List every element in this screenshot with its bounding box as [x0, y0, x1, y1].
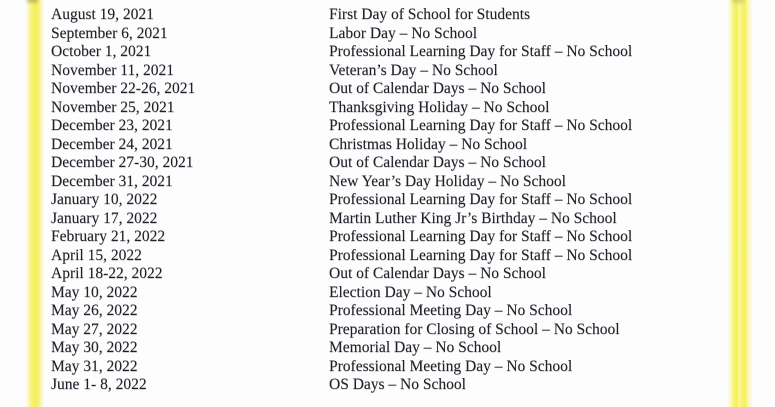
event-cell: Professional Meeting Day – No School — [329, 357, 573, 375]
event-cell: First Day of School for Students — [329, 6, 531, 23]
event-cell: Labor Day – No School — [329, 24, 478, 42]
date-cell: December 27-30, 2021 — [51, 154, 194, 171]
date-cell: December 24, 2021 — [51, 135, 173, 153]
event-cell: Out of Calendar Days – No School — [329, 265, 546, 282]
date-cell: November 25, 2021 — [51, 98, 175, 116]
calendar-row — [51, 191, 775, 210]
event-cell: New Year’s Day Holiday – No School — [329, 172, 566, 190]
calendar-row — [51, 302, 775, 321]
date-cell: December 23, 2021 — [51, 117, 173, 134]
event-cell: Out of Calendar Days – No School — [329, 154, 546, 171]
event-cell: Professional Learning Day for Staff – No School — [329, 43, 633, 60]
calendar-row — [51, 25, 775, 44]
date-cell: November 22-26, 2021 — [51, 80, 196, 97]
event-cell: OS Days – No School — [329, 376, 466, 393]
date-cell: October 1, 2021 — [51, 43, 152, 60]
event-cell: Professional Learning Day for Staff – No School — [329, 228, 633, 245]
calendar-row — [51, 376, 775, 395]
left-margin-highlight — [25, 0, 45, 407]
date-cell: May 26, 2022 — [51, 302, 138, 319]
event-cell: Veteran’s Day – No School — [329, 61, 498, 79]
calendar-row — [51, 358, 775, 377]
calendar-row — [51, 117, 775, 136]
date-cell: January 10, 2022 — [51, 191, 158, 208]
calendar-row — [51, 173, 775, 192]
event-cell: Election Day – No School — [329, 283, 492, 301]
date-cell: August 19, 2021 — [51, 6, 154, 23]
date-cell: April 15, 2022 — [51, 246, 142, 264]
calendar-row — [51, 136, 775, 155]
date-cell: May 31, 2022 — [51, 357, 138, 375]
date-cell: May 27, 2022 — [51, 320, 138, 338]
date-cell: January 17, 2022 — [51, 209, 158, 227]
event-cell: Christmas Holiday – No School — [329, 135, 528, 153]
calendar-row — [51, 210, 775, 229]
event-cell: Professional Learning Day for Staff – No School — [329, 246, 633, 264]
calendar-row — [51, 284, 775, 303]
calendar-row — [51, 80, 775, 99]
calendar-row — [51, 228, 775, 247]
calendar-row — [51, 321, 775, 340]
date-cell: December 31, 2021 — [51, 172, 173, 190]
event-cell: Professional Meeting Day – No School — [329, 302, 573, 319]
calendar-row — [51, 99, 775, 118]
calendar-row — [51, 339, 775, 358]
date-cell: November 11, 2021 — [51, 61, 174, 79]
calendar-row — [51, 43, 775, 62]
date-cell: June 1- 8, 2022 — [51, 376, 147, 393]
date-cell: May 10, 2022 — [51, 283, 138, 301]
date-cell: April 18-22, 2022 — [51, 265, 163, 282]
date-cell: September 6, 2021 — [51, 24, 168, 42]
scan-artifact-right — [732, 0, 744, 3]
event-cell: Martin Luther King Jr’s Birthday – No School — [329, 209, 617, 227]
event-cell: Memorial Day – No School — [329, 339, 502, 356]
calendar-row — [51, 6, 775, 25]
date-cell: May 30, 2022 — [51, 339, 138, 356]
date-cell: February 21, 2022 — [51, 228, 166, 245]
event-cell: Professional Learning Day for Staff – No School — [329, 117, 633, 134]
event-cell: Out of Calendar Days – No School — [329, 80, 546, 97]
calendar-schedule — [51, 6, 775, 395]
scan-artifact-left — [27, 0, 38, 3]
calendar-row — [51, 62, 775, 81]
calendar-row — [51, 247, 775, 266]
event-cell: Preparation for Closing of School – No School — [329, 320, 620, 338]
event-cell: Thanksgiving Holiday – No School — [329, 98, 550, 116]
calendar-row — [51, 154, 775, 173]
calendar-row — [51, 265, 775, 284]
event-cell: Professional Learning Day for Staff – No School — [329, 191, 633, 208]
